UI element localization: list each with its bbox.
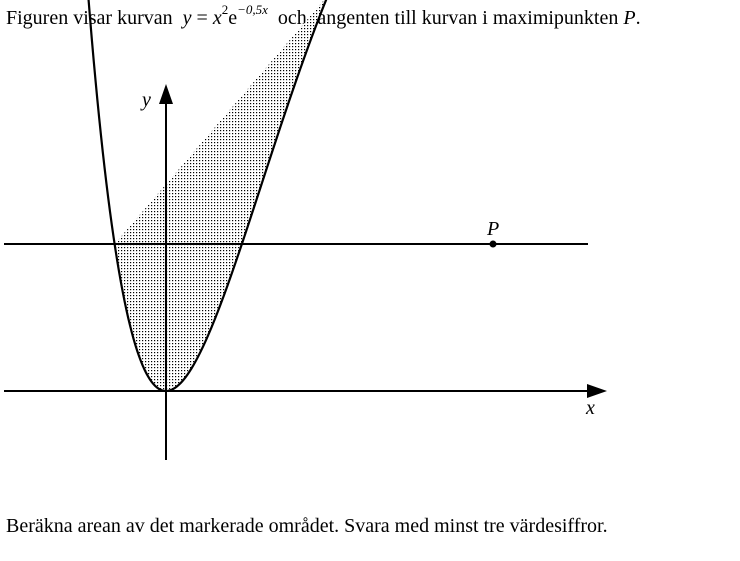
y-axis-arrow-icon <box>159 84 173 104</box>
y-axis-label: y <box>142 89 151 111</box>
question-text: Beräkna arean av det markerade området. Svara med minst tre värdesiffror. <box>6 515 608 537</box>
x-axis-arrow-icon <box>587 384 607 398</box>
eq-e: e <box>228 7 238 29</box>
eq-x: x <box>212 7 222 29</box>
intro-end: . <box>635 7 641 29</box>
eq-y: y <box>182 7 192 29</box>
eq-equals: = <box>191 7 213 29</box>
intro-point: P <box>623 7 636 29</box>
eq-x-exponent: 2 <box>221 2 229 17</box>
point-p-label: P <box>487 218 500 240</box>
intro-suffix: och tangenten till kurvan i maximipunkten <box>277 7 619 29</box>
eq-e-exponent: −0,5x <box>237 2 268 17</box>
intro-prefix: Figuren visar kurvan <box>6 7 173 29</box>
max-point-p <box>490 241 497 248</box>
x-axis-label: x <box>586 397 595 419</box>
